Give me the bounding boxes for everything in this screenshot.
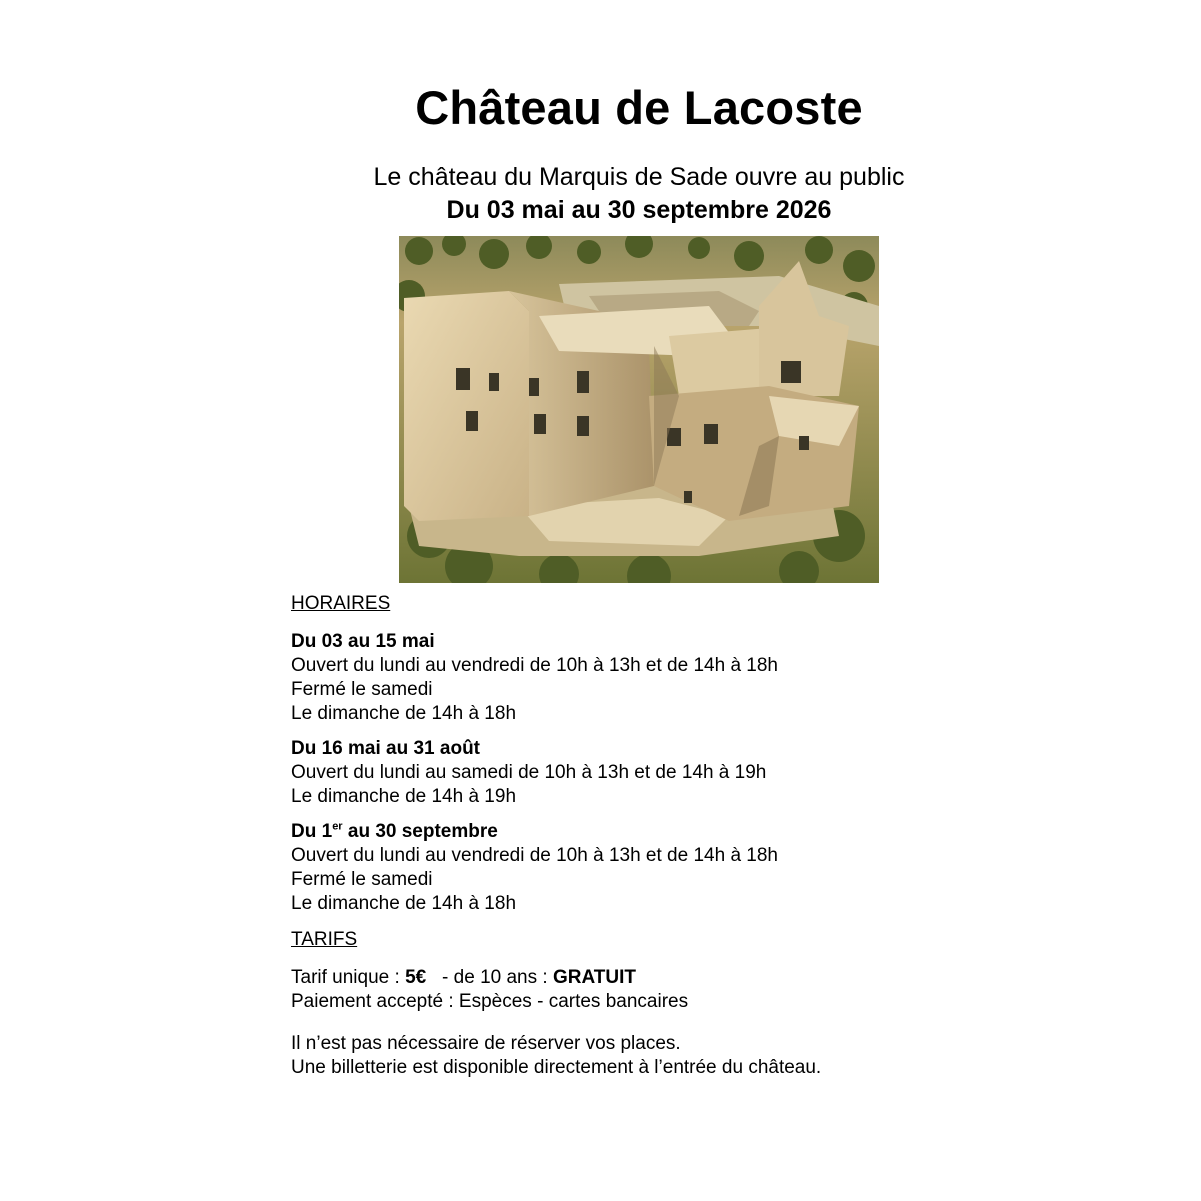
period-line: Le dimanche de 14h à 18h [291,893,517,914]
period-line: Fermé le samedi [291,869,433,890]
payment-line: Paiement accepté : Espèces - cartes bancaires [291,991,689,1012]
period-line: Ouvert du lundi au vendredi de 10h à 13h et de 14h à 18h [291,845,778,866]
page-title: Château de Lacoste [415,81,863,134]
children-label: - de 10 ans : [426,967,553,988]
subtitle: Le château du Marquis de Sade ouvre au public [373,163,905,191]
price-label: Tarif unique : [291,967,406,988]
period-title: Du 16 mai au 31 août [291,738,481,759]
note-line: Il n’est pas nécessaire de réserver vos places. [291,1033,681,1054]
price-line [291,966,991,990]
period-title [291,820,991,844]
period-title-sup: er [332,820,343,833]
price-value: 5€ [405,967,427,988]
period-line: Le dimanche de 14h à 19h [291,786,517,807]
period-line: Ouvert du lundi au samedi de 10h à 13h et de 14h à 19h [291,762,767,783]
tarifs-block [291,966,991,1014]
period-line: Le dimanche de 14h à 18h [291,703,517,724]
period-may [291,630,991,726]
horaires-heading: HORAIRES [291,593,391,614]
notes [291,1032,991,1080]
note-line: Une billetterie est disponible directement à l’entrée du château. [291,1057,822,1078]
period-line: Fermé le samedi [291,679,433,700]
opening-dates: Du 03 mai au 30 septembre 2026 [446,196,832,224]
period-september [291,820,991,916]
period-summer [291,737,991,809]
tarifs-heading: TARIFS [291,929,358,950]
period-title: Du 03 au 15 mai [291,631,435,652]
info-content [291,592,991,1080]
period-title-prefix: Du 1 [291,821,333,842]
castle-photo [399,236,879,583]
children-price: GRATUIT [552,967,636,988]
period-line: Ouvert du lundi au vendredi de 10h à 13h et de 14h à 18h [291,655,778,676]
period-title-suffix: au 30 septembre [342,821,498,842]
